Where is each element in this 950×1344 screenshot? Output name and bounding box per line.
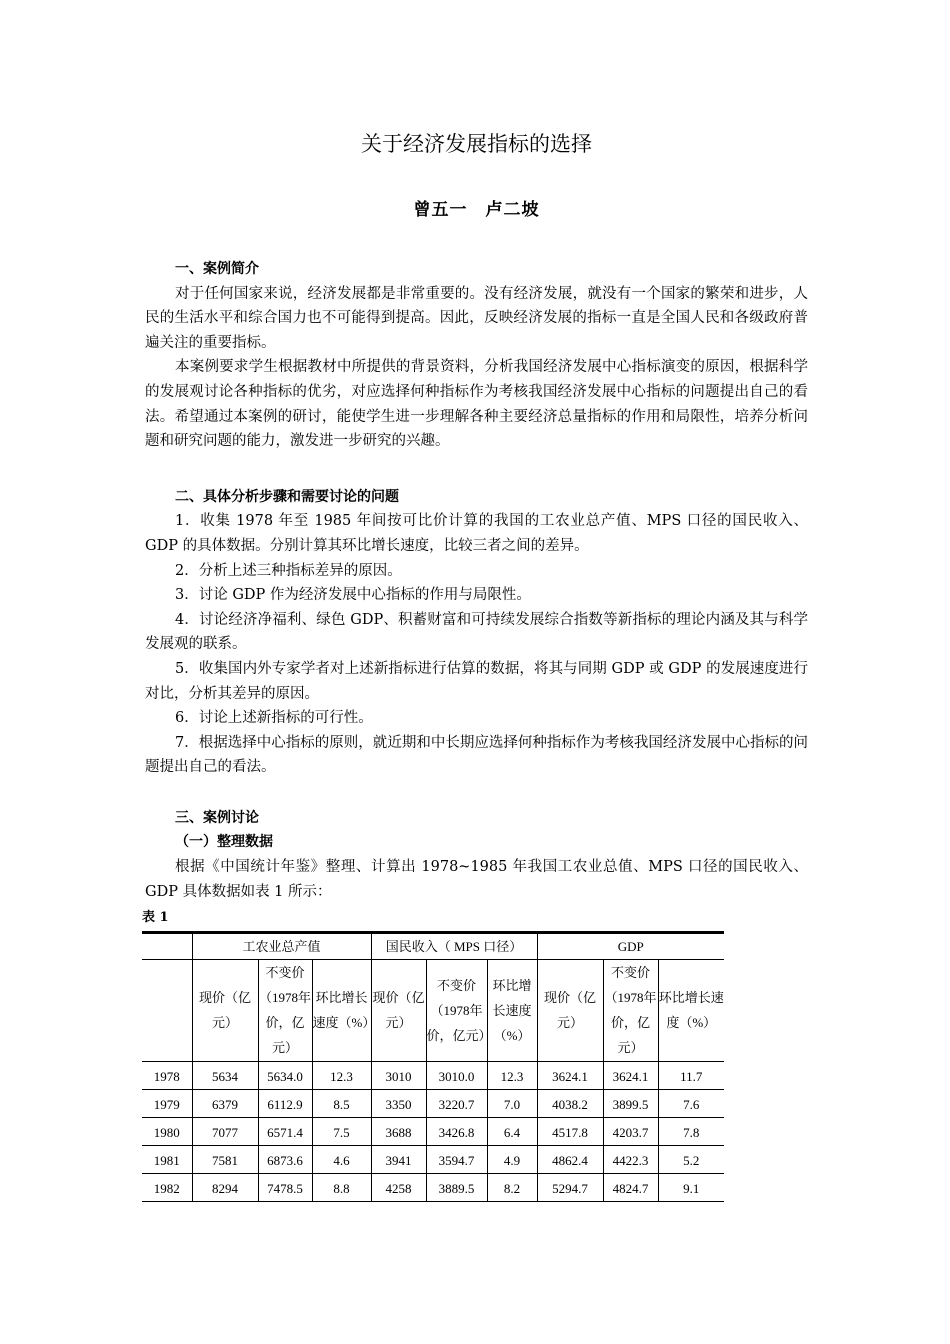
sub-heading: （一）整理数据 [175, 834, 273, 851]
table-cell: 3889.5 [426, 1173, 487, 1201]
table-cell: 3624.1 [537, 1061, 603, 1089]
table-cell: 4038.2 [537, 1089, 603, 1117]
table-cell: 4203.7 [603, 1117, 658, 1145]
document-body [142, 257, 808, 1202]
column-header: 现价（亿元） [371, 959, 426, 1061]
table-cell: 8.2 [487, 1173, 537, 1201]
table-cell: 3426.8 [426, 1117, 487, 1145]
column-header: 不变价（1978年价，亿元） [603, 959, 658, 1061]
table-cell: 3010 [371, 1061, 426, 1089]
table-cell: 7077 [192, 1117, 258, 1145]
year-cell: 1979 [142, 1089, 192, 1117]
column-header: 环比增长速度（%） [658, 959, 724, 1061]
table-cell: 7.8 [658, 1117, 724, 1145]
table-cell: 5634 [192, 1061, 258, 1089]
column-header: 不变价（1978年价，亿元） [426, 959, 487, 1061]
table-cell: 6571.4 [258, 1117, 312, 1145]
list-item: 1．收集 1978 年至 1985 年间按可比价计算的我国的工农业总产值、MPS 口径的国民收入、GDP 的具体数据。分别计算其环比增长速度，比较三者之间的差异。 [145, 513, 808, 554]
paragraph: 对于任何国家来说，经济发展都是非常重要的。没有经济发展，就没有一个国家的繁荣和进步，人民的生活水平和综合国力也不可能得到提高。因此，反映经济发展的指标一直是全国人民和各级政府普遍关注的重要指标。 [145, 285, 808, 351]
table-cell: 7.6 [658, 1089, 724, 1117]
group-header: 工农业总产值 [192, 932, 371, 959]
table-cell: 6112.9 [258, 1089, 312, 1117]
table-cell: 7.0 [487, 1089, 537, 1117]
table-cell: 3220.7 [426, 1089, 487, 1117]
group-header: 国民收入（ MPS 口径） [371, 932, 537, 959]
table-cell: 5.2 [658, 1145, 724, 1173]
table-cell: 12.3 [487, 1061, 537, 1089]
section-heading: 一、案例简介 [175, 261, 259, 277]
year-cell: 1981 [142, 1145, 192, 1173]
section-heading: 二、具体分析步骤和需要讨论的问题 [175, 488, 399, 505]
list-item: 4．讨论经济净福利、绿色 GDP、积蓄财富和可持续发展综合指数等新指标的理论内涵及其与科学发展观的联系。 [145, 611, 808, 653]
table-cell: 4258 [371, 1173, 426, 1201]
table-cell: 4.6 [312, 1145, 371, 1173]
table-row [142, 1061, 724, 1089]
table-cell: 3941 [371, 1145, 426, 1173]
year-cell: 1980 [142, 1117, 192, 1145]
list-item: 7．根据选择中心指标的原则，就近期和中长期应选择何种指标作为考核我国经济发展中心指标的问题提出自己的看法。 [145, 734, 808, 776]
table-cell: 6.4 [487, 1117, 537, 1145]
table-cell: 4824.7 [603, 1173, 658, 1201]
year-cell: 1982 [142, 1173, 192, 1201]
table-row [142, 1089, 724, 1117]
table-cell: 4862.4 [537, 1145, 603, 1173]
table-cell: 4517.8 [537, 1117, 603, 1145]
authors: 曾五一 卢二坡 [413, 200, 540, 220]
paragraph: 根据《中国统计年鉴》整理、计算出 1978~1985 年我国工农业总值、MPS 口径的国民收入、GDP 具体数据如表 1 所示： [145, 859, 808, 900]
list-item: 2．分析上述三种指标差异的原因。 [175, 562, 402, 579]
table-cell: 8.8 [312, 1173, 371, 1201]
paragraph: 本案例要求学生根据教材中所提供的背景资料，分析我国经济发展中心指标演变的原因，根据科学的发展观讨论各种指标的优劣，对应选择何种指标作为考核我国经济发展中心指标的问题提出自己的看法。希望通过本案例的研讨，能使学生进一步理解各种主要经济总量指标的作用和局限性，培养分析问题和研究问题的能力，激发进一步研究的兴趣。 [145, 359, 808, 450]
table-cell: 8.5 [312, 1089, 371, 1117]
table-cell: 4422.3 [603, 1145, 658, 1173]
data-table [142, 931, 724, 1202]
list-item: 3．讨论 GDP 作为经济发展中心指标的作用与局限性。 [175, 587, 531, 604]
document-title: 关于经济发展指标的选择 [361, 132, 592, 156]
table-cell: 3594.7 [426, 1145, 487, 1173]
table-cell: 4.9 [487, 1145, 537, 1173]
table-row [142, 1117, 724, 1145]
table-cell: 3899.5 [603, 1089, 658, 1117]
table-row [142, 1145, 724, 1173]
column-header: 环比增长速度（%） [487, 959, 537, 1061]
table-cell: 9.1 [658, 1173, 724, 1201]
table-cell: 3010.0 [426, 1061, 487, 1089]
table-cell: 5294.7 [537, 1173, 603, 1201]
list-item: 5．收集国内外专家学者对上述新指标进行估算的数据，将其与同期 GDP 或 GDP 的发展速度进行对比，分析其差异的原因。 [145, 660, 808, 702]
column-header: 不变价（1978年价，亿元） [258, 959, 312, 1061]
table-cell: 7.5 [312, 1117, 371, 1145]
table-cell: 3624.1 [603, 1061, 658, 1089]
table-caption: 表 1 [142, 910, 169, 926]
table-cell: 3350 [371, 1089, 426, 1117]
table-cell: 7581 [192, 1145, 258, 1173]
column-header: 现价（亿元） [537, 959, 603, 1061]
table-cell: 6873.6 [258, 1145, 312, 1173]
column-header: 现价（亿元） [192, 959, 258, 1061]
table-cell: 3688 [371, 1117, 426, 1145]
table-cell: 12.3 [312, 1061, 371, 1089]
table-cell: 5634.0 [258, 1061, 312, 1089]
table-cell: 6379 [192, 1089, 258, 1117]
table-row [142, 1173, 724, 1201]
list-item: 6．讨论上述新指标的可行性。 [175, 710, 373, 727]
table-cell: 8294 [192, 1173, 258, 1201]
table-cell: 11.7 [658, 1061, 724, 1089]
year-cell: 1978 [142, 1061, 192, 1089]
table-cell: 7478.5 [258, 1173, 312, 1201]
column-header: 环比增长速度（%） [312, 959, 371, 1061]
group-header: GDP [537, 932, 724, 959]
section-heading: 三、案例讨论 [175, 809, 259, 826]
